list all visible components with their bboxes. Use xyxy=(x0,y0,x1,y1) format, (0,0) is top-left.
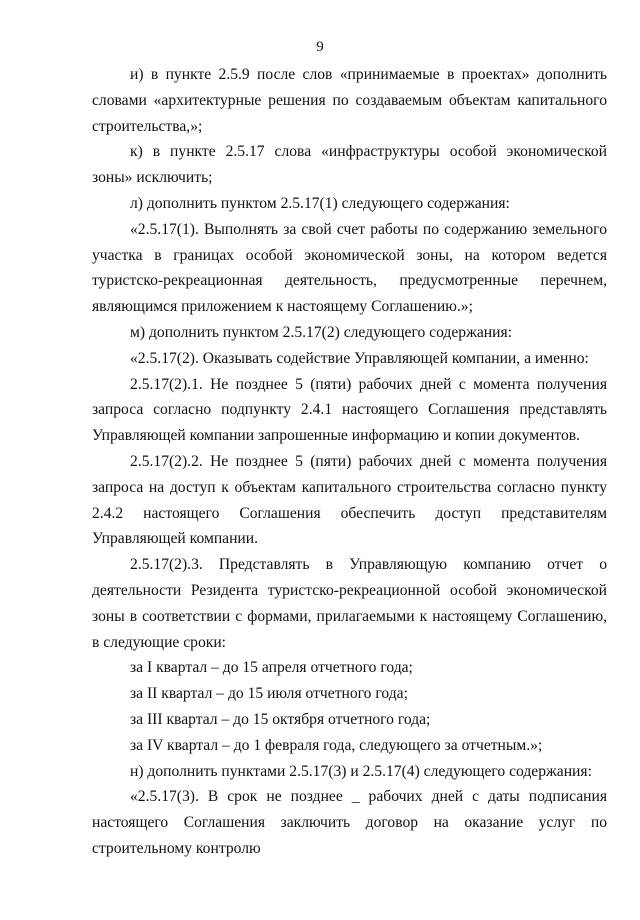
paragraph-item-m: м) дополнить пунктом 2.5.17(2) следующего содержания: xyxy=(130,323,512,341)
paragraph-item-k: к) в пункте 2.5.17 слова «инфраструктуры особой экономической зоны» исключить; xyxy=(92,143,607,187)
paragraph-clause-2-5-17-2-3: 2.5.17(2).3. Представлять в Управляющую компанию отчет о деятельности Резидента туристско-рекреационной особой экономической зоны в соответствии с формами, прилагаемыми к настоящему Соглашению, в следующие сроки: xyxy=(92,556,607,651)
paragraph-clause-2-5-17-1: «2.5.17(1). Выполнять за свой счет работы по содержанию земельного участка в границах особой экономической зоны, на котором ведется туристско-рекреационная деятельность, предусмотренные перечнем, являющимся приложением к настоящему Соглашению.»; xyxy=(92,220,607,316)
deadline-quarter-4: за IV квартал – до 1 февраля года, следующего за отчетным.»; xyxy=(130,736,543,754)
deadline-quarter-1: за I квартал – до 15 апреля отчетного года; xyxy=(130,659,413,677)
paragraph-clause-2-5-17-2-1: 2.5.17(2).1. Не позднее 5 (пяти) рабочих дней с момента получения запроса согласно подпункту 2.4.1 настоящего Соглашения представлять Управляющей компании запрошенные информацию и копии документов. xyxy=(92,375,607,445)
document-body xyxy=(92,62,607,862)
paragraph-clause-2-5-17-2: «2.5.17(2). Оказывать содействие Управляющей компании, а именно: xyxy=(130,349,589,367)
page-number: 9 xyxy=(316,39,324,55)
paragraph-item-i: и) в пункте 2.5.9 после слов «принимаемые в проектах» дополнить словами «архитектурные решения по создаваемым объектам капитального строительства,»; xyxy=(92,66,607,135)
paragraph-item-n: н) дополнить пунктами 2.5.17(3) и 2.5.17(4) следующего содержания: xyxy=(130,762,592,780)
paragraph-clause-2-5-17-2-2: 2.5.17(2).2. Не позднее 5 (пяти) рабочих дней с момента получения запроса на доступ к объектам капитального строительства согласно пункту 2.4.2 настоящего Соглашения обеспечить доступ представителям Управляющей компании. xyxy=(92,452,607,548)
deadline-quarter-2: за II квартал – до 15 июля отчетного года; xyxy=(130,685,408,703)
paragraph-item-l: л) дополнить пунктом 2.5.17(1) следующего содержания: xyxy=(130,194,510,212)
deadline-quarter-3: за III квартал – до 15 октября отчетного года; xyxy=(130,710,431,728)
paragraph-clause-2-5-17-3: «2.5.17(3). В срок не позднее _ рабочих дней с даты подписания настоящего Соглашения заключить договор на оказание услуг по строительному контролю xyxy=(92,788,607,857)
